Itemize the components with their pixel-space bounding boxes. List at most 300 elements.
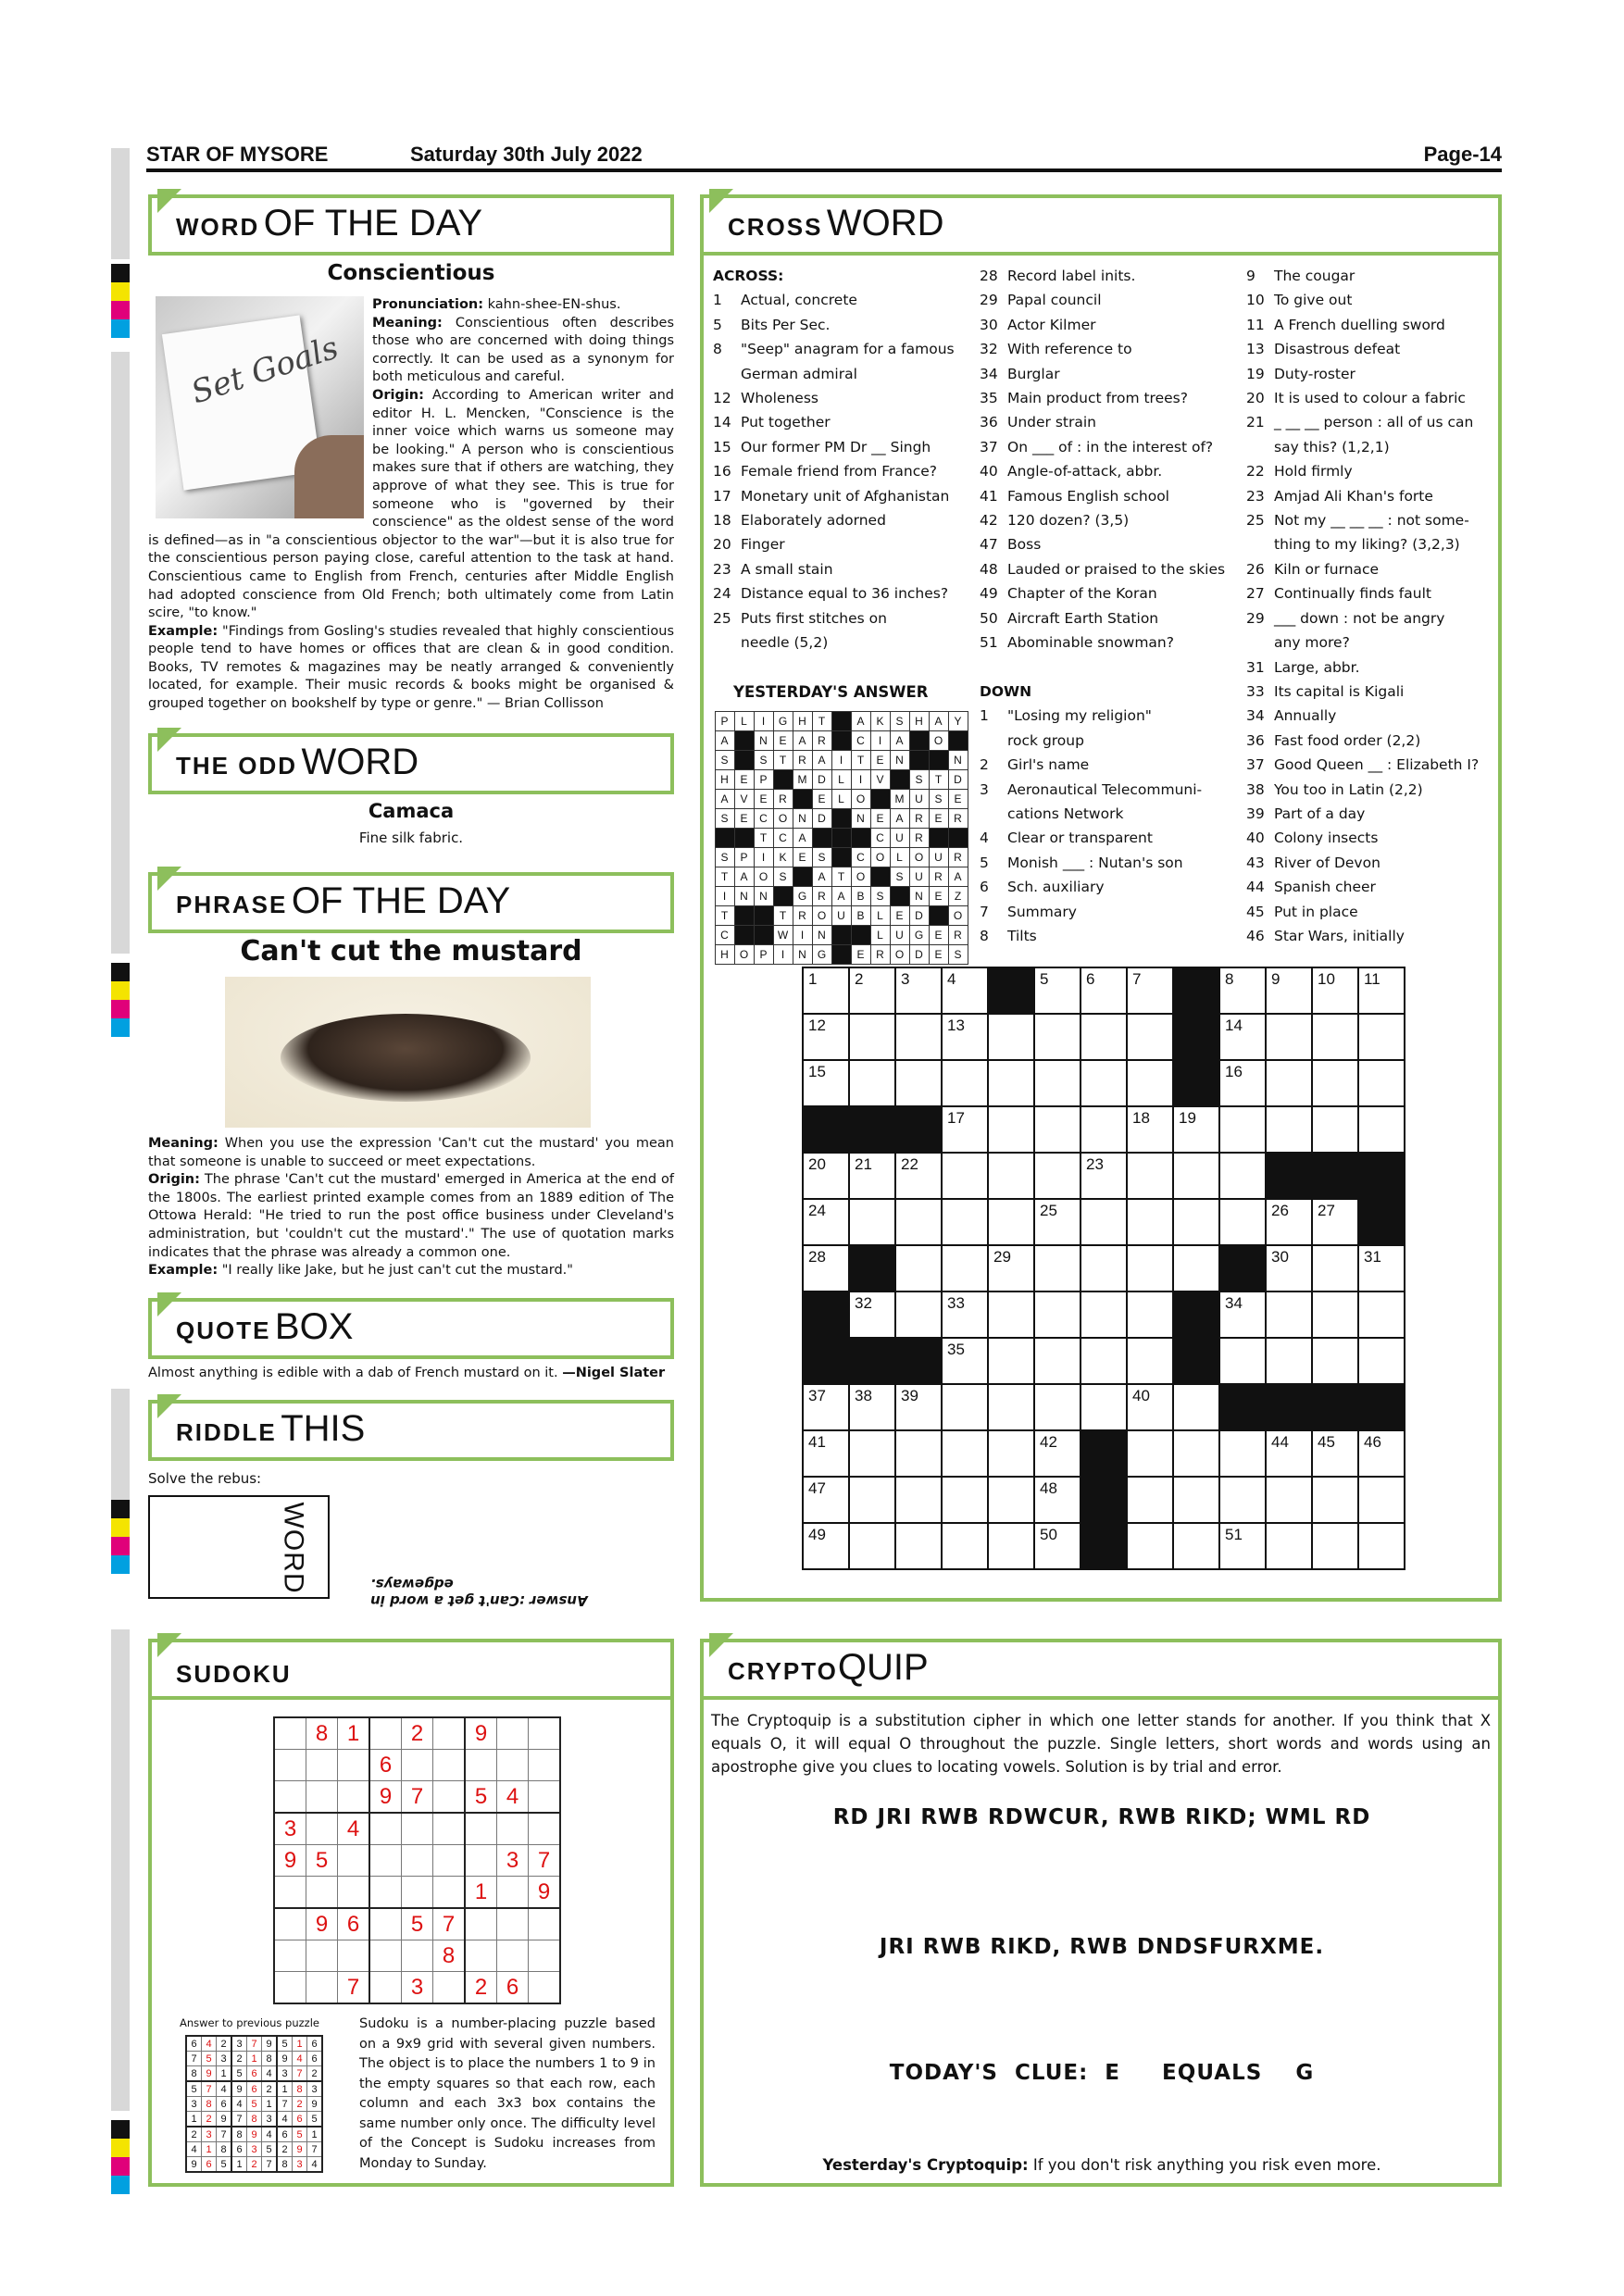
sudoku-cell: 1 bbox=[465, 1877, 497, 1909]
clue-number: 7 bbox=[980, 903, 989, 920]
crossword-cell[interactable] bbox=[1266, 1292, 1312, 1338]
crossword-cell[interactable] bbox=[1034, 1153, 1081, 1199]
crossword-cell[interactable] bbox=[803, 1060, 849, 1106]
sudoku-cell[interactable] bbox=[338, 1845, 370, 1877]
crossword-cell[interactable] bbox=[1173, 1384, 1219, 1430]
sudoku-cell[interactable] bbox=[497, 1940, 529, 1972]
sudoku-cell[interactable] bbox=[274, 1972, 306, 2004]
sudoku-cell[interactable] bbox=[402, 1750, 433, 1781]
crossword-cell[interactable] bbox=[1034, 1477, 1081, 1523]
crossword-cell[interactable] bbox=[1127, 1014, 1173, 1060]
crossword-cell[interactable] bbox=[1034, 1060, 1081, 1106]
sudoku-cell[interactable] bbox=[274, 1877, 306, 1909]
crossword-cell[interactable] bbox=[1266, 1106, 1312, 1153]
sudoku-cell[interactable] bbox=[465, 1940, 497, 1972]
sudoku-cell[interactable] bbox=[433, 1877, 466, 1909]
crossword-cell[interactable] bbox=[1034, 1523, 1081, 1569]
crossword-cell[interactable] bbox=[1312, 1060, 1358, 1106]
crossword-cell[interactable] bbox=[1034, 1106, 1081, 1153]
crossword-cell[interactable] bbox=[1358, 1245, 1405, 1292]
crossword-cell[interactable] bbox=[1219, 1430, 1266, 1477]
riddle-prompt: Solve the rebus: bbox=[148, 1470, 262, 1487]
sudoku-cell[interactable] bbox=[433, 1781, 466, 1814]
sudoku-cell[interactable] bbox=[529, 1972, 561, 2004]
answer-cell: T bbox=[813, 712, 832, 731]
answer-cell: M bbox=[891, 790, 910, 809]
crossword-cell[interactable] bbox=[803, 1199, 849, 1245]
crossword-cell[interactable] bbox=[1219, 1060, 1266, 1106]
black-cell bbox=[735, 906, 755, 926]
answer-cell: 9 bbox=[231, 2081, 247, 2097]
clue-item bbox=[980, 729, 1239, 753]
clue-number: 27 bbox=[1246, 585, 1265, 603]
sudoku-cell[interactable] bbox=[497, 1877, 529, 1909]
crossword-cell[interactable] bbox=[1312, 1338, 1358, 1384]
crossword-cell[interactable] bbox=[1358, 1014, 1405, 1060]
answer-cell: 7 bbox=[293, 2066, 307, 2082]
answer-cell: 8 bbox=[247, 2112, 262, 2128]
sudoku-cell[interactable] bbox=[497, 1908, 529, 1940]
margin-bar bbox=[111, 148, 130, 259]
crossword-cell[interactable] bbox=[1219, 1014, 1266, 1060]
crossword-cell[interactable] bbox=[1266, 1199, 1312, 1245]
answer-cell: A bbox=[949, 867, 968, 887]
answer-cell: O bbox=[813, 906, 832, 926]
crossword-cell[interactable] bbox=[849, 1523, 895, 1569]
clue-item bbox=[980, 630, 1239, 655]
crossword-cell[interactable] bbox=[988, 1199, 1034, 1245]
sudoku-cell[interactable] bbox=[497, 1717, 529, 1750]
crossword-cell[interactable] bbox=[895, 1199, 942, 1245]
crossword-cell[interactable] bbox=[988, 1523, 1034, 1569]
sudoku-cell[interactable] bbox=[465, 1750, 497, 1781]
clue-number: 40 bbox=[980, 463, 998, 480]
answer-cell: A bbox=[852, 712, 871, 731]
crossword-cell[interactable] bbox=[1127, 1153, 1173, 1199]
crossword-cell[interactable] bbox=[1081, 1153, 1127, 1199]
black-cell bbox=[755, 906, 774, 926]
sudoku-cell[interactable] bbox=[274, 1940, 306, 1972]
crossword-cell[interactable] bbox=[1034, 1014, 1081, 1060]
crossword-cell[interactable] bbox=[942, 1292, 988, 1338]
sudoku-cell[interactable] bbox=[306, 1750, 338, 1781]
clue-number: 45 bbox=[1246, 903, 1265, 920]
crossword-cell[interactable] bbox=[895, 1014, 942, 1060]
clue-text: Boss bbox=[1007, 536, 1042, 554]
clue-number: 40 bbox=[1246, 830, 1265, 847]
crossword-cell[interactable] bbox=[849, 1014, 895, 1060]
crossword-cell[interactable] bbox=[988, 1060, 1034, 1106]
crossword-cell[interactable] bbox=[1081, 1245, 1127, 1292]
crossword-cell[interactable] bbox=[1219, 1292, 1266, 1338]
sudoku-cell[interactable] bbox=[529, 1813, 561, 1845]
answer-cell: S bbox=[910, 770, 930, 790]
crossword-cell[interactable] bbox=[1127, 1477, 1173, 1523]
crossword-cell[interactable] bbox=[1127, 1060, 1173, 1106]
crossword-cell[interactable] bbox=[895, 1384, 942, 1430]
answer-cell: 3 bbox=[247, 2142, 262, 2157]
crossword-cell[interactable] bbox=[1081, 967, 1127, 1014]
sudoku-cell[interactable] bbox=[433, 1972, 466, 2004]
sudoku-cell[interactable] bbox=[274, 1908, 306, 1940]
crossword-cell[interactable] bbox=[1173, 1106, 1219, 1153]
crossword-cell[interactable] bbox=[1034, 1245, 1081, 1292]
crossword-cell[interactable] bbox=[942, 1060, 988, 1106]
cell-number: 34 bbox=[1225, 1294, 1243, 1312]
crossword-cell[interactable] bbox=[942, 1153, 988, 1199]
answer-cell: T bbox=[930, 770, 949, 790]
crossword-cell[interactable] bbox=[1358, 1430, 1405, 1477]
black-cell bbox=[1173, 967, 1219, 1014]
crossword-cell[interactable] bbox=[988, 1014, 1034, 1060]
crossword-cell[interactable] bbox=[803, 1153, 849, 1199]
crossword-cell[interactable] bbox=[895, 1153, 942, 1199]
crossword-cell[interactable] bbox=[803, 1523, 849, 1569]
clue-item bbox=[1246, 459, 1496, 483]
cell-number: 27 bbox=[1318, 1202, 1335, 1219]
sudoku-cell[interactable] bbox=[433, 1813, 466, 1845]
sudoku-cell[interactable] bbox=[338, 1877, 370, 1909]
crossword-cell[interactable] bbox=[1219, 1477, 1266, 1523]
crossword-cell[interactable] bbox=[1266, 967, 1312, 1014]
sudoku-cell[interactable] bbox=[529, 1781, 561, 1814]
crossword-cell[interactable] bbox=[1358, 1477, 1405, 1523]
crossword-cell[interactable] bbox=[1081, 1106, 1127, 1153]
black-cell bbox=[1358, 1384, 1405, 1430]
crossword-cell[interactable] bbox=[849, 967, 895, 1014]
crossword-cell[interactable] bbox=[803, 1430, 849, 1477]
clue-text: Aircraft Earth Station bbox=[1007, 609, 1159, 627]
sudoku-cell[interactable] bbox=[497, 1750, 529, 1781]
sudoku-cell[interactable] bbox=[369, 1877, 402, 1909]
crossword-cell[interactable] bbox=[895, 1523, 942, 1569]
cell-number: 12 bbox=[808, 1017, 826, 1034]
crossword-cell[interactable] bbox=[1081, 1060, 1127, 1106]
crossword-cell[interactable] bbox=[1358, 1292, 1405, 1338]
crossword-cell[interactable] bbox=[1127, 1292, 1173, 1338]
answer-cell: 7 bbox=[217, 2127, 232, 2142]
crossword-cell[interactable] bbox=[942, 1106, 988, 1153]
crossword-cell[interactable] bbox=[1266, 1477, 1312, 1523]
crossword-cell[interactable] bbox=[988, 1153, 1034, 1199]
crossword-cell[interactable] bbox=[942, 1477, 988, 1523]
crossword-cell[interactable] bbox=[988, 1430, 1034, 1477]
answer-cell: 3 bbox=[186, 2097, 202, 2112]
answer-cell: 6 bbox=[186, 2036, 202, 2052]
crossword-cell[interactable] bbox=[1034, 1430, 1081, 1477]
clue-item bbox=[980, 313, 1239, 337]
answer-cell: 1 bbox=[307, 2127, 323, 2142]
sudoku-cell[interactable] bbox=[338, 1781, 370, 1814]
crossword-cell[interactable] bbox=[1266, 1060, 1312, 1106]
crossword-cell[interactable] bbox=[1312, 1477, 1358, 1523]
clue-item bbox=[1246, 778, 1496, 802]
crossword-cell[interactable] bbox=[1127, 1523, 1173, 1569]
crossword-cell[interactable] bbox=[1127, 1245, 1173, 1292]
sudoku-cell[interactable] bbox=[529, 1940, 561, 1972]
crossword-cell[interactable] bbox=[1358, 1060, 1405, 1106]
black-cell bbox=[1266, 1384, 1312, 1430]
sudoku-cell[interactable] bbox=[369, 1813, 402, 1845]
answer-cell: 3 bbox=[293, 2157, 307, 2173]
crossword-cell[interactable] bbox=[895, 967, 942, 1014]
crossword-cell[interactable] bbox=[1081, 1384, 1127, 1430]
crossword-cell[interactable] bbox=[1034, 967, 1081, 1014]
clue-number: 8 bbox=[713, 341, 722, 358]
answer-cell: I bbox=[774, 945, 793, 965]
clue-item bbox=[1246, 362, 1496, 386]
sudoku-cell[interactable] bbox=[274, 1750, 306, 1781]
crossword-cell[interactable] bbox=[849, 1292, 895, 1338]
crossword-cell[interactable] bbox=[1219, 1199, 1266, 1245]
sudoku-cell[interactable] bbox=[529, 1908, 561, 1940]
crossword-cell[interactable] bbox=[849, 1384, 895, 1430]
crossword-cell[interactable] bbox=[1358, 967, 1405, 1014]
sudoku-cell[interactable] bbox=[306, 1781, 338, 1814]
crossword-cell[interactable] bbox=[895, 1245, 942, 1292]
crossword-cell[interactable] bbox=[803, 1477, 849, 1523]
answer-cell: K bbox=[774, 848, 793, 867]
sudoku-cell[interactable] bbox=[433, 1717, 466, 1750]
crossword-cell[interactable] bbox=[942, 1384, 988, 1430]
clue-text: ___ down : not be angry bbox=[1274, 609, 1445, 627]
clue-number: 26 bbox=[1246, 560, 1265, 578]
crossword-cell[interactable] bbox=[942, 1338, 988, 1384]
crossword-cell[interactable] bbox=[1312, 1106, 1358, 1153]
crossword-cell[interactable] bbox=[803, 1014, 849, 1060]
answer-cell: S bbox=[930, 790, 949, 809]
clue-item bbox=[980, 484, 1239, 508]
crossword-cell[interactable] bbox=[895, 1430, 942, 1477]
crossword-cell[interactable] bbox=[1034, 1199, 1081, 1245]
clue-number: 44 bbox=[1246, 879, 1265, 896]
black-cell bbox=[930, 829, 949, 848]
crossword-cell[interactable] bbox=[1034, 1338, 1081, 1384]
sudoku-cell[interactable] bbox=[465, 1908, 497, 1940]
black-cell bbox=[735, 926, 755, 945]
clue-text: River of Devon bbox=[1274, 854, 1380, 871]
down-heading: DOWN bbox=[980, 682, 1032, 700]
clue-item bbox=[1246, 264, 1496, 288]
answer-cell: S bbox=[891, 712, 910, 731]
crossword-cell[interactable] bbox=[988, 1292, 1034, 1338]
sudoku-cell[interactable] bbox=[369, 1908, 402, 1940]
sudoku-cell[interactable] bbox=[369, 1717, 402, 1750]
crossword-cell[interactable] bbox=[1173, 1477, 1219, 1523]
crossword-cell[interactable] bbox=[988, 1384, 1034, 1430]
crossword-cell[interactable] bbox=[1219, 1153, 1266, 1199]
crossword-cell[interactable] bbox=[988, 1338, 1034, 1384]
clue-text: Main product from trees? bbox=[1007, 390, 1188, 407]
crossword-cell[interactable] bbox=[1081, 1014, 1127, 1060]
crossword-cell[interactable] bbox=[1127, 1338, 1173, 1384]
crossword-cell[interactable] bbox=[1312, 1245, 1358, 1292]
sudoku-cell[interactable] bbox=[306, 1813, 338, 1845]
answer-cell: 5 bbox=[293, 2127, 307, 2142]
crossword-cell[interactable] bbox=[849, 1060, 895, 1106]
answer-cell: U bbox=[910, 790, 930, 809]
crossword-cell[interactable] bbox=[1173, 1153, 1219, 1199]
answer-cell: O bbox=[735, 945, 755, 965]
clue-item bbox=[713, 459, 963, 483]
sudoku-cell[interactable] bbox=[402, 1813, 433, 1845]
cell-number: 6 bbox=[1086, 970, 1095, 988]
crossword-cell[interactable] bbox=[1312, 1014, 1358, 1060]
crossword-cell[interactable] bbox=[942, 1523, 988, 1569]
answer-cell: 9 bbox=[307, 2097, 323, 2112]
cell-number: 10 bbox=[1318, 970, 1335, 988]
crossword-cell[interactable] bbox=[988, 1245, 1034, 1292]
sudoku-cell[interactable] bbox=[274, 1781, 306, 1814]
sudoku-cell[interactable] bbox=[433, 1845, 466, 1877]
sudoku-cell[interactable] bbox=[306, 1972, 338, 2004]
crossword-cell[interactable] bbox=[942, 1199, 988, 1245]
crossword-cell[interactable] bbox=[1127, 967, 1173, 1014]
crossword-cell[interactable] bbox=[895, 1292, 942, 1338]
crossword-cell[interactable] bbox=[849, 1430, 895, 1477]
clue-text: Puts first stitches on bbox=[741, 609, 887, 627]
sudoku-cell[interactable] bbox=[306, 1940, 338, 1972]
crossword-cell[interactable] bbox=[1034, 1384, 1081, 1430]
crossword-cell[interactable] bbox=[803, 1384, 849, 1430]
sudoku-cell[interactable] bbox=[465, 1813, 497, 1845]
crossword-cell[interactable] bbox=[895, 1060, 942, 1106]
crossword-cell[interactable] bbox=[1081, 1338, 1127, 1384]
crossword-cell[interactable] bbox=[803, 1245, 849, 1292]
crossword-cell[interactable] bbox=[1034, 1292, 1081, 1338]
sudoku-cell[interactable] bbox=[465, 1845, 497, 1877]
crossword-cell[interactable] bbox=[1127, 1384, 1173, 1430]
clue-item bbox=[713, 581, 963, 605]
sudoku-cell: 7 bbox=[529, 1845, 561, 1877]
cell-number: 50 bbox=[1040, 1526, 1057, 1543]
clue-number: 10 bbox=[1246, 292, 1265, 309]
sudoku-cell[interactable] bbox=[338, 1750, 370, 1781]
answer-cell: U bbox=[832, 906, 852, 926]
crossword-cell[interactable] bbox=[895, 1477, 942, 1523]
answer-cell: 2 bbox=[277, 2142, 293, 2157]
clue-text: Part of a day bbox=[1274, 805, 1366, 822]
sudoku-cell[interactable] bbox=[433, 1750, 466, 1781]
answer-cell: E bbox=[930, 809, 949, 829]
crossword-cell[interactable] bbox=[1312, 1430, 1358, 1477]
answer-cell: 8 bbox=[202, 2097, 217, 2112]
example-text: "Findings from Gosling's studies revealed that highly conscientious people tend to have homes or offices that are clean & in good condition. Books, TV remotes & magazines may be neatly arranged & conveniently located, for example. Their music records & books might be organised & grouped together on bookshelf by type or genre." — Brian Collisson bbox=[148, 623, 674, 712]
crossword-cell[interactable] bbox=[942, 967, 988, 1014]
answer-cell: V bbox=[871, 770, 891, 790]
black-cell bbox=[832, 731, 852, 751]
answer-cell: R bbox=[910, 829, 930, 848]
sudoku-cell[interactable] bbox=[274, 1717, 306, 1750]
sudoku-cell[interactable] bbox=[338, 1940, 370, 1972]
clue-text: rock group bbox=[1007, 731, 1084, 749]
crossword-cell[interactable] bbox=[1312, 1523, 1358, 1569]
crossword-cell[interactable] bbox=[849, 1153, 895, 1199]
sudoku-cell[interactable] bbox=[402, 1940, 433, 1972]
clue-number: 16 bbox=[713, 463, 731, 480]
crossword-cell[interactable] bbox=[1219, 967, 1266, 1014]
crossword-cell[interactable] bbox=[1358, 1106, 1405, 1153]
black-cell bbox=[803, 1106, 849, 1153]
answer-cell: P bbox=[755, 770, 774, 790]
crossword-cell[interactable] bbox=[1127, 1106, 1173, 1153]
clue-item bbox=[980, 704, 1239, 728]
sudoku-cell[interactable] bbox=[369, 1940, 402, 1972]
crossword-cell[interactable] bbox=[1266, 1523, 1312, 1569]
crossword-cell[interactable] bbox=[1081, 1292, 1127, 1338]
crossword-cell[interactable] bbox=[988, 1106, 1034, 1153]
crossword-cell[interactable] bbox=[1266, 1245, 1312, 1292]
sudoku-cell[interactable] bbox=[369, 1845, 402, 1877]
sudoku-cell[interactable] bbox=[529, 1750, 561, 1781]
crossword-cell[interactable] bbox=[1312, 1199, 1358, 1245]
sudoku-cell[interactable] bbox=[497, 1813, 529, 1845]
answer-cell: N bbox=[910, 887, 930, 906]
quote-author: —Nigel Slater bbox=[562, 1366, 666, 1380]
crossword-cell[interactable] bbox=[803, 967, 849, 1014]
answer-cell: N bbox=[735, 887, 755, 906]
answer-cell: V bbox=[735, 790, 755, 809]
cell-number: 14 bbox=[1225, 1017, 1243, 1034]
clue-number: 41 bbox=[980, 487, 998, 505]
crossword-cell[interactable] bbox=[1081, 1199, 1127, 1245]
cell-number: 32 bbox=[855, 1294, 872, 1312]
sudoku-answer-label: Answer to previous puzzle bbox=[180, 2016, 319, 2029]
crossword-cell[interactable] bbox=[1173, 1245, 1219, 1292]
crossword-cell[interactable] bbox=[942, 1014, 988, 1060]
crossword-cell[interactable] bbox=[1266, 1430, 1312, 1477]
sudoku-cell[interactable] bbox=[306, 1877, 338, 1909]
crossword-cell[interactable] bbox=[1173, 1523, 1219, 1569]
crossword-cell[interactable] bbox=[1219, 1338, 1266, 1384]
clue-number: 38 bbox=[1246, 780, 1265, 798]
sudoku-cell[interactable] bbox=[529, 1717, 561, 1750]
answer-cell: E bbox=[930, 945, 949, 965]
crossword-cell[interactable] bbox=[1173, 1199, 1219, 1245]
crossword-cell[interactable] bbox=[1358, 1338, 1405, 1384]
sudoku-cell[interactable] bbox=[402, 1845, 433, 1877]
crossword-cell[interactable] bbox=[849, 1477, 895, 1523]
clue-item bbox=[1246, 410, 1496, 434]
crossword-cell[interactable] bbox=[1358, 1523, 1405, 1569]
crossword-cell[interactable] bbox=[849, 1199, 895, 1245]
answer-cell: O bbox=[852, 867, 871, 887]
clue-item bbox=[980, 508, 1239, 532]
crossword-cell[interactable] bbox=[1312, 967, 1358, 1014]
crossword-cell[interactable] bbox=[1266, 1014, 1312, 1060]
registration-marks bbox=[111, 264, 130, 338]
crossword-cell[interactable] bbox=[1219, 1106, 1266, 1153]
clue-text: A small stain bbox=[741, 560, 833, 578]
crossword-cell[interactable] bbox=[988, 1477, 1034, 1523]
pronunciation: kahn-shee-EN-shus. bbox=[487, 297, 621, 312]
crossword-cell[interactable] bbox=[1173, 1430, 1219, 1477]
crossword-cell[interactable] bbox=[1266, 1338, 1312, 1384]
answer-cell: C bbox=[871, 829, 891, 848]
crossword-cell[interactable] bbox=[1312, 1292, 1358, 1338]
cell-number: 28 bbox=[808, 1248, 826, 1266]
sudoku-cell[interactable] bbox=[402, 1877, 433, 1909]
sudoku-cell[interactable] bbox=[369, 1972, 402, 2004]
crossword-cell[interactable] bbox=[1127, 1199, 1173, 1245]
crossword-cell[interactable] bbox=[942, 1245, 988, 1292]
answer-cell: O bbox=[755, 867, 774, 887]
crossword-cell[interactable] bbox=[1219, 1523, 1266, 1569]
clue-text: The cougar bbox=[1274, 268, 1355, 284]
crossword-cell[interactable] bbox=[942, 1430, 988, 1477]
crossword-cell[interactable] bbox=[1127, 1430, 1173, 1477]
answer-cell: T bbox=[774, 906, 793, 926]
